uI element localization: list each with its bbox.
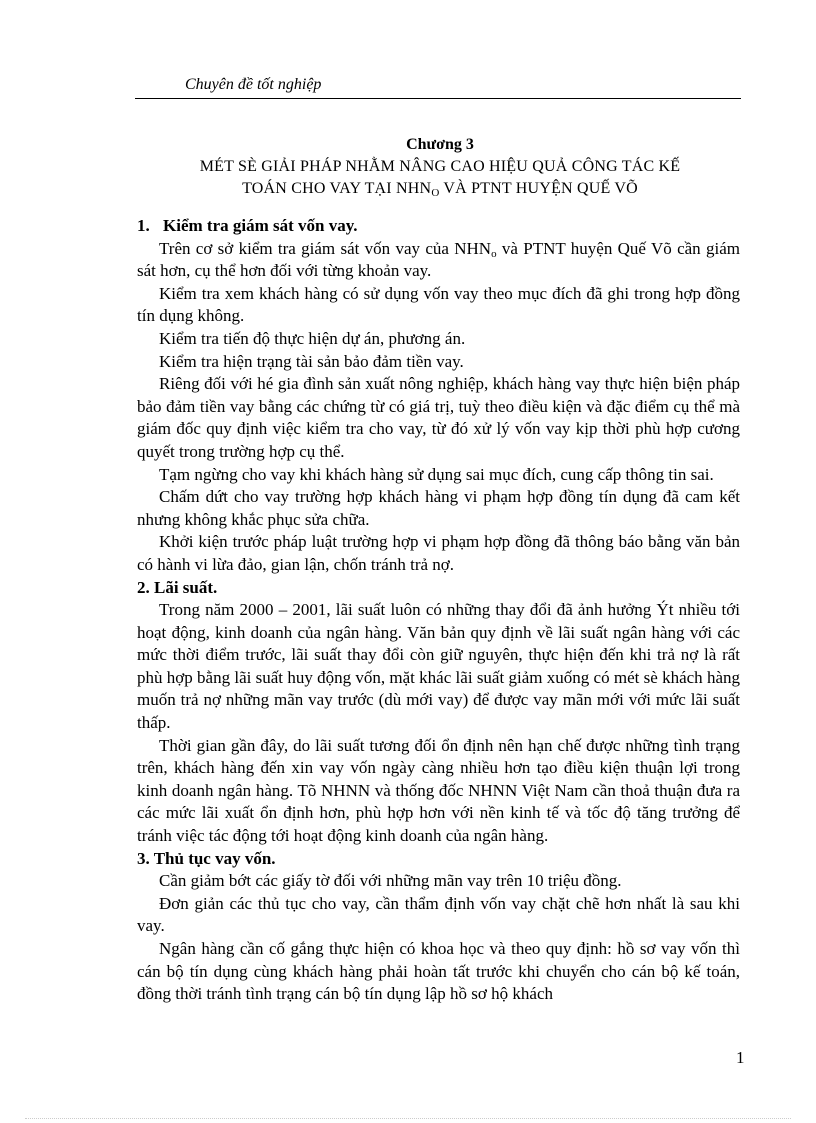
section1-paragraph-5: Riêng đối với hé gia đình sản xuất nông nghiệp, khách hàng vay thực hiện biện pháp bảo đảm tiền vay bằng các chứng từ có giá trị, tuỳ theo điều kiện và đặc điểm cụ thể mà giám đốc quy định việc kiểm tra cho vay, từ đó xử lý vốn vay kịp thời phù hợp cương quyết trong trường hợp cụ thể. — [137, 374, 740, 461]
section3-paragraph-3: Ngân hàng cần cố gắng thực hiện có khoa học và theo quy định: hồ sơ vay vốn thì cán bộ tín dụng cùng khách hàng phải hoàn tất trước khi chuyển cho cán bộ kế toán, đồng thời tránh tình trạng cán bộ tín dụng lập hồ sơ hộ khách — [137, 939, 740, 1004]
document-body — [137, 215, 740, 1006]
subtitle-subscript: O — [431, 187, 440, 199]
s1p1-part-b: và PTNT huyện Quế Võ cần giám sát hơn, cụ thể hơn đối với từng khoản vay. — [137, 238, 740, 281]
section1-number: 1. — [137, 216, 150, 235]
section2-paragraph-2: Thời gian gần đây, do lãi suất tương đối ổn định nên hạn chế được những tình trạng trên, khách hàng đến xin vay vốn ngày càng nhiều hơn tạo điều kiện thuận lợi trong kinh doanh ngân hàng. Tõ NHNN và thống đốc NHNN Việt Nam cần thoả thuận đưa ra các mức lãi xuất ổn định hơn, phù hợp hơn với nền kinh tế và tốc độ tăng trưởng để tránh việc tác động tới hoạt động kinh doanh của ngân hàng. — [137, 735, 740, 846]
section2-paragraph-1: Trong năm 2000 – 2001, lãi suất luôn có những thay đổi đã ảnh hưởng Ýt nhiều tới hoạt động, kinh doanh của ngân hàng. Văn bản quy định về lãi suất ngân hàng với các mức thời điểm trước, lãi suất thay đổi còn giữ nguyên, thực hiện đến khi trả nợ là rất phù hợp bằng lãi suất huy động vốn, mặt khác lãi suất giảm xuống có mét sè khách hàng muốn trả nợ những mãn vay trước (dù mới vay) để được vay mãn mới với mức lãi suất thấp. — [137, 600, 740, 733]
section3-heading: 3. Thủ tục vay vốn. — [137, 848, 276, 868]
section1-paragraph-4: Kiểm tra hiện trạng tài sản bảo đảm tiền vay. — [159, 351, 464, 371]
s1p1-subscript: o — [491, 247, 497, 260]
chapter-subtitle-line1: MÉT SÈ GIẢI PHÁP NHẰM NÂNG CAO HIỆU QUẢ CÔNG TÁC KẾ — [199, 158, 681, 175]
chapter-title: Chương 3 — [406, 136, 474, 153]
running-header: Chuyên đề tốt nghiệp — [185, 76, 322, 93]
section3-paragraph-2: Đơn giản các thủ tục cho vay, cần thẩm định vốn vay chặt chẽ hơn nhất là sau khi vay. — [137, 893, 740, 936]
section1-paragraph-1 — [137, 238, 740, 283]
subtitle-part-b: VÀ PTNT HUYỆN QUẾ VÕ — [439, 180, 638, 197]
section1-heading-text: Kiểm tra giám sát vốn vay. — [163, 216, 358, 235]
section1-paragraph-2: Kiểm tra xem khách hàng có sử dụng vốn vay theo mục đích đã ghi trong hợp đồng tín dụng không. — [137, 283, 740, 326]
chapter-title-block — [130, 134, 750, 200]
section1-paragraph-7: Chấm dứt cho vay trường hợp khách hàng vi phạm hợp đồng tín dụng đã cam kết nhưng không khắc phục sửa chữa. — [137, 487, 740, 529]
section2-heading: 2. Lãi suất. — [137, 577, 218, 597]
header-rule — [135, 98, 741, 99]
chapter-subtitle-line2 — [130, 178, 750, 200]
section1-paragraph-6: Tạm ngừng cho vay khi khách hàng sử dụng sai mục đích, cung cấp thông tin sai. — [159, 464, 714, 484]
footer-dotted-rule — [25, 1118, 791, 1119]
section1-heading — [137, 215, 740, 238]
page-number: 1 — [736, 1048, 745, 1067]
section1-paragraph-8: Khởi kiện trước pháp luật trường hợp vi phạm hợp đồng đã thông báo bằng văn bản có hành vi lừa đảo, gian lận, chốn tránh trả nợ. — [137, 532, 740, 574]
s1p1-part-a: Trên cơ sở kiểm tra giám sát vốn vay của NHN — [159, 238, 492, 258]
section3-paragraph-1: Cần giảm bớt các giấy tờ đối với những mãn vay trên 10 triệu đồng. — [159, 871, 622, 891]
section1-paragraph-3: Kiểm tra tiến độ thực hiện dự án, phương án. — [159, 328, 466, 348]
subtitle-part-a: TOÁN CHO VAY TẠI NHN — [242, 180, 432, 197]
